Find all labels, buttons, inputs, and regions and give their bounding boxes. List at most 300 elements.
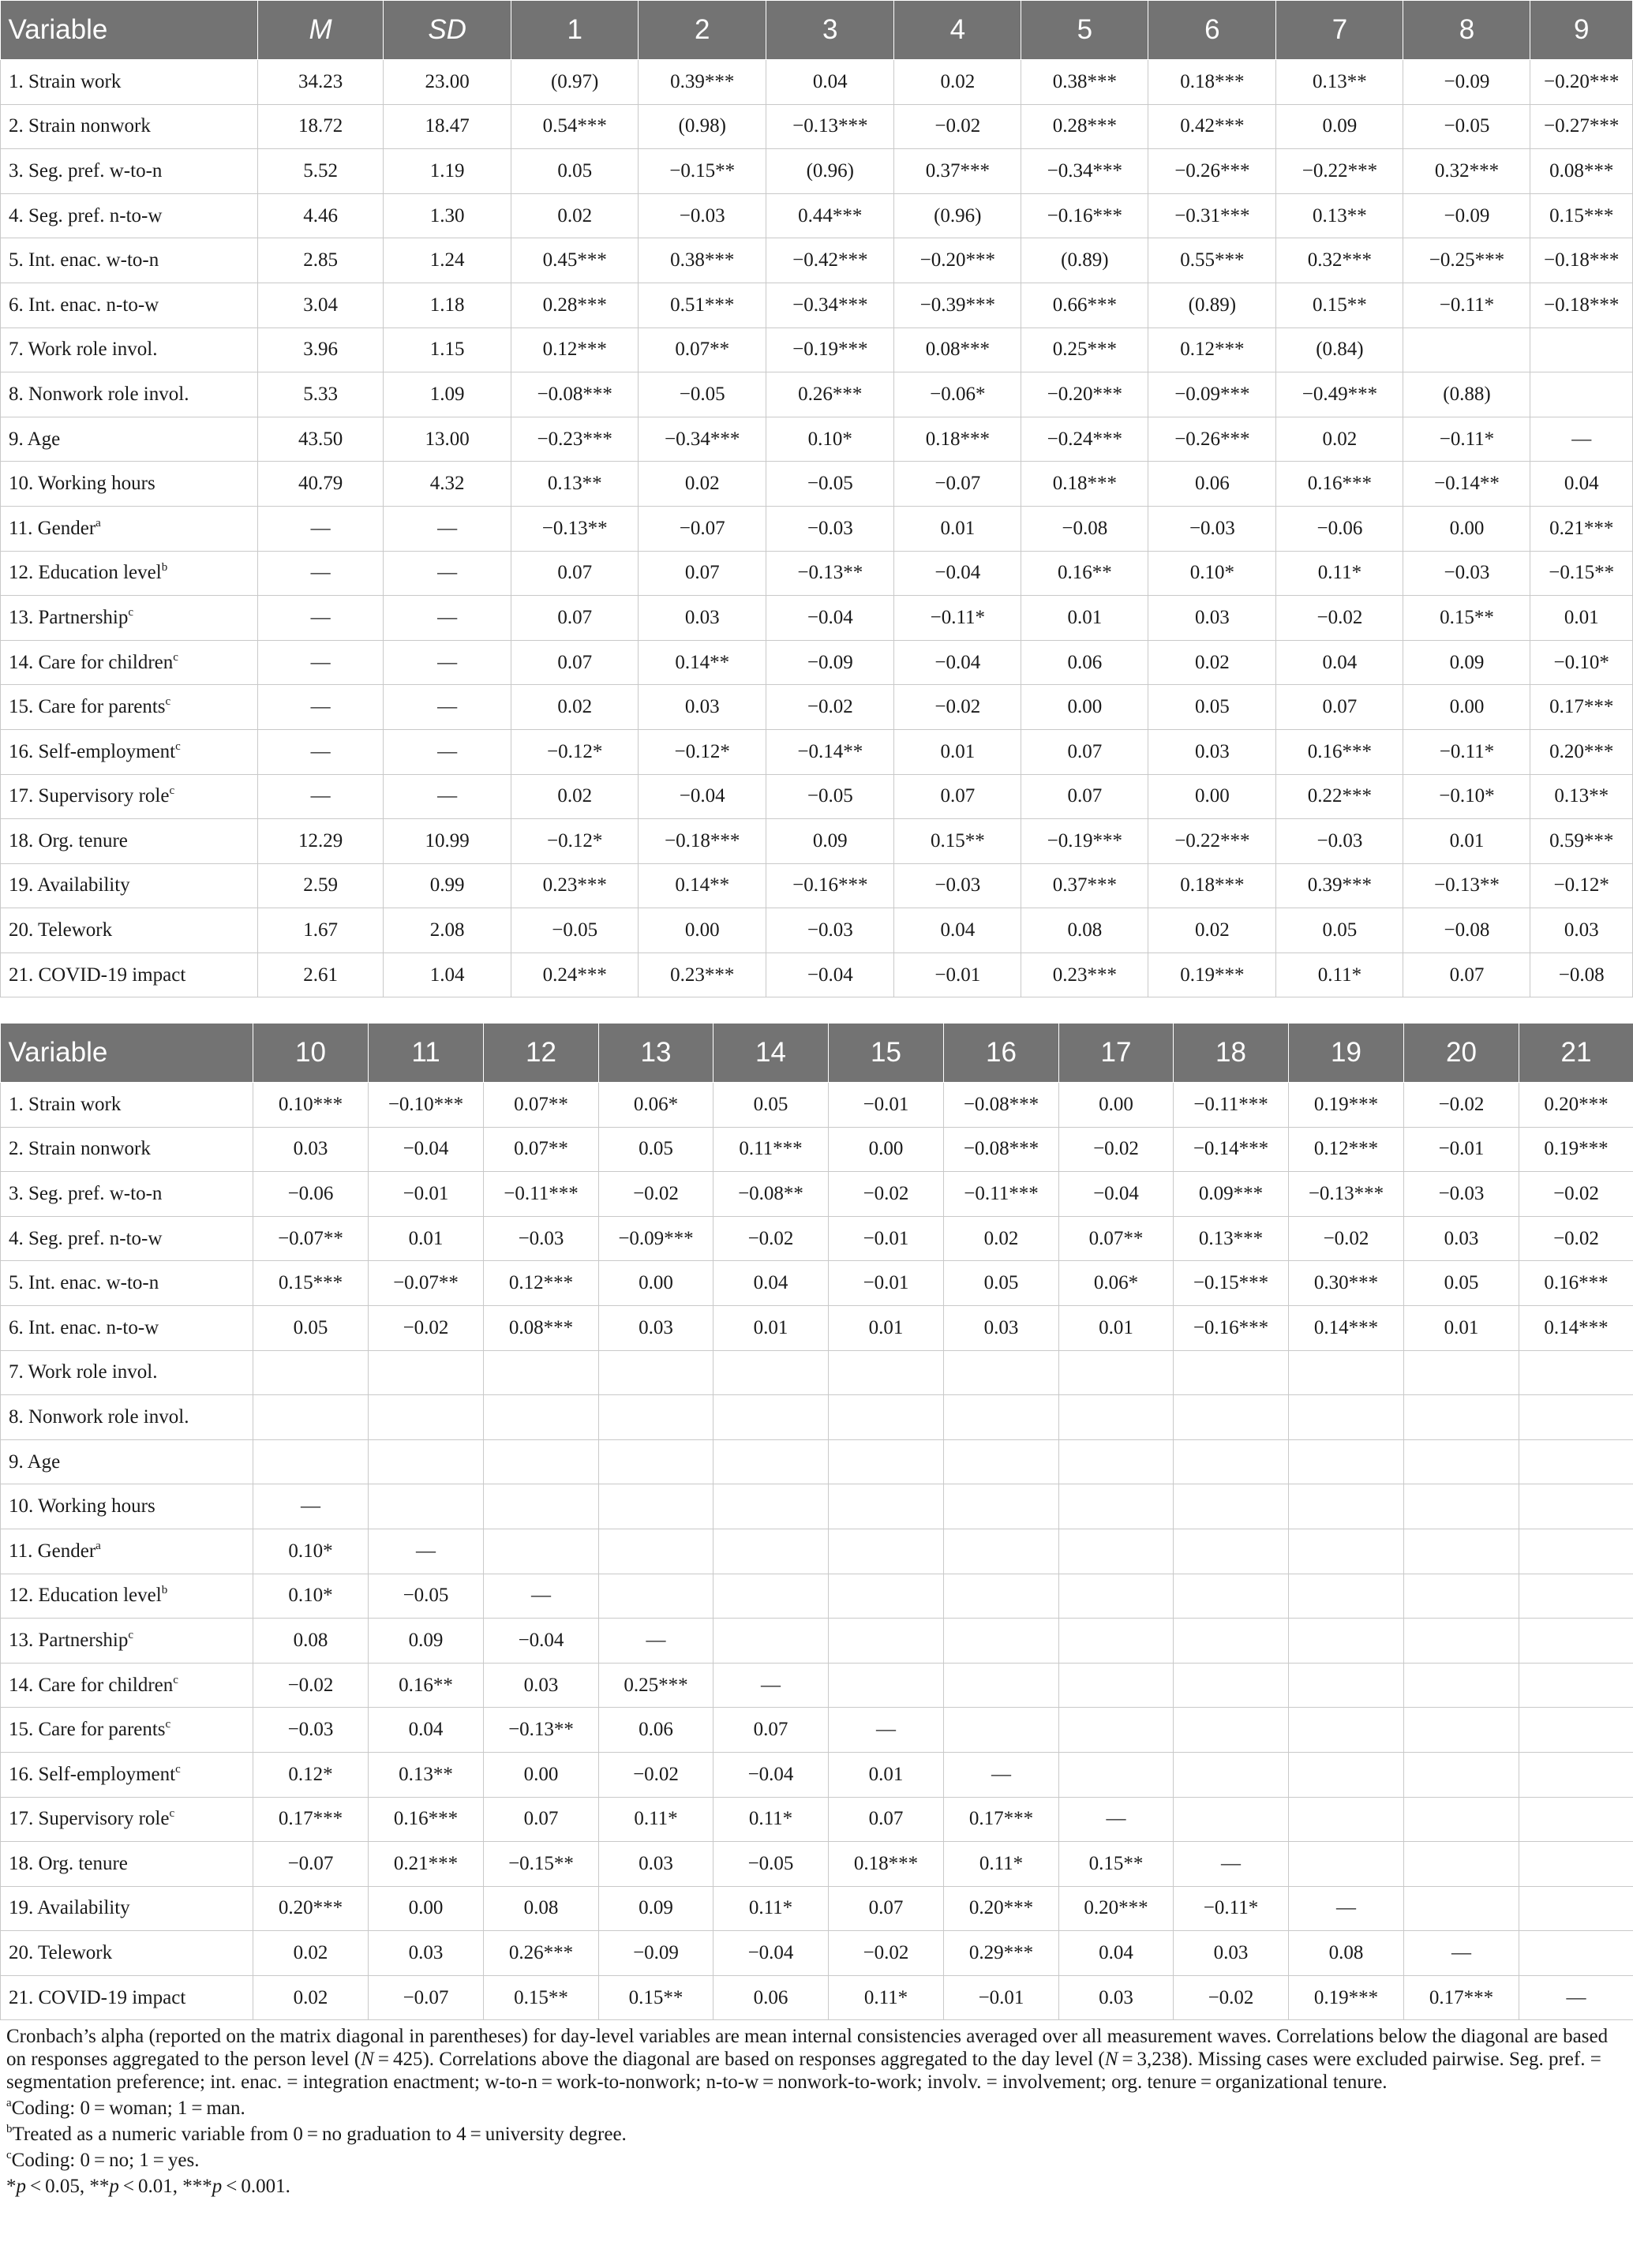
value-cell: 0.00 bbox=[829, 1127, 944, 1172]
value-cell: 0.51*** bbox=[639, 283, 766, 327]
value-cell: 1.15 bbox=[384, 327, 511, 372]
value-cell: −0.39*** bbox=[894, 283, 1021, 327]
variable-cell bbox=[1, 1305, 253, 1350]
value-cell: −0.14** bbox=[766, 729, 894, 774]
value-cell: −0.18*** bbox=[639, 819, 766, 864]
variable-label: 6. Int. enac. n-to-w bbox=[9, 1316, 159, 1338]
value-cell bbox=[829, 1574, 944, 1619]
note-text: = 3,238). Missing cases were excluded pairwise. Seg. pref. = segmentation preference; int. enac. = integration enactment; w-to-n = work-to-nonwork; n-to-w = nonwork-to-work; involv. = involvement; org. tenure = organizational tenure. bbox=[6, 2049, 1601, 2093]
value-cell: −0.13** bbox=[511, 506, 639, 551]
value-cell: 0.03 bbox=[1530, 908, 1633, 953]
value-cell: −0.18*** bbox=[1530, 238, 1633, 283]
table-row bbox=[1, 1350, 1633, 1395]
value-cell: 34.23 bbox=[258, 60, 384, 105]
footnote-marker: b bbox=[161, 1584, 168, 1597]
value-cell: −0.08** bbox=[714, 1172, 829, 1217]
value-cell: −0.13** bbox=[1403, 863, 1530, 908]
value-cell bbox=[369, 1395, 484, 1440]
value-cell: 0.14** bbox=[639, 640, 766, 685]
value-cell: 0.07 bbox=[511, 640, 639, 685]
value-cell: −0.03 bbox=[1276, 819, 1403, 864]
variable-label: 19. Availability bbox=[9, 874, 130, 896]
value-cell bbox=[253, 1439, 369, 1484]
value-cell: 0.05 bbox=[1404, 1261, 1519, 1306]
table-row bbox=[1, 506, 1633, 551]
value-cell: — bbox=[829, 1708, 944, 1753]
value-cell: 0.07 bbox=[894, 774, 1021, 819]
value-cell bbox=[1174, 1574, 1289, 1619]
value-cell bbox=[599, 1484, 714, 1529]
value-cell bbox=[253, 1395, 369, 1440]
value-cell: 0.15** bbox=[894, 819, 1021, 864]
value-cell: −0.04 bbox=[369, 1127, 484, 1172]
value-cell: −0.25*** bbox=[1403, 238, 1530, 283]
variable-label: 13. Partnership bbox=[9, 1629, 129, 1651]
value-cell: 0.11* bbox=[714, 1797, 829, 1842]
value-cell: −0.02 bbox=[829, 1172, 944, 1217]
value-cell: 0.08 bbox=[253, 1619, 369, 1664]
value-cell: 0.00 bbox=[484, 1752, 599, 1797]
value-cell: −0.13*** bbox=[766, 104, 894, 149]
value-cell: 0.19*** bbox=[1289, 1083, 1404, 1128]
column-header: 13 bbox=[599, 1024, 714, 1083]
value-cell: 0.07 bbox=[1021, 774, 1148, 819]
column-header: 11 bbox=[369, 1024, 484, 1083]
variable-label: 12. Education level bbox=[9, 562, 162, 584]
value-cell bbox=[1519, 1619, 1633, 1664]
value-cell bbox=[1174, 1797, 1289, 1842]
column-header: 15 bbox=[829, 1024, 944, 1083]
variable-label: 3. Seg. pref. w-to-n bbox=[9, 1182, 163, 1204]
variable-label: 10. Working hours bbox=[9, 473, 155, 495]
value-cell: 0.66*** bbox=[1021, 283, 1148, 327]
value-cell: 4.46 bbox=[258, 193, 384, 238]
value-cell: −0.09*** bbox=[599, 1216, 714, 1261]
value-cell: — bbox=[1519, 1975, 1633, 2020]
value-cell: 0.10* bbox=[253, 1574, 369, 1619]
value-cell: — bbox=[369, 1529, 484, 1574]
column-header: M bbox=[258, 1, 384, 60]
value-cell: −0.15** bbox=[1530, 551, 1633, 596]
value-cell: 0.02 bbox=[511, 685, 639, 730]
value-cell bbox=[1404, 1886, 1519, 1931]
value-cell: 0.11* bbox=[599, 1797, 714, 1842]
value-cell: 0.00 bbox=[1403, 506, 1530, 551]
value-cell bbox=[1059, 1395, 1174, 1440]
value-cell: −0.05 bbox=[714, 1842, 829, 1887]
value-cell: 0.00 bbox=[1403, 685, 1530, 730]
column-header: 18 bbox=[1174, 1024, 1289, 1083]
value-cell: −0.07 bbox=[253, 1842, 369, 1887]
value-cell: — bbox=[258, 596, 384, 641]
value-cell bbox=[1403, 327, 1530, 372]
value-cell: 0.20*** bbox=[1519, 1083, 1633, 1128]
table-row bbox=[1, 1797, 1633, 1842]
variable-label: 7. Work role invol. bbox=[9, 1361, 158, 1383]
value-cell: 0.05 bbox=[944, 1261, 1059, 1306]
value-cell: 0.19*** bbox=[1519, 1127, 1633, 1172]
variable-cell bbox=[1, 1931, 253, 1976]
value-cell: 0.00 bbox=[1059, 1083, 1174, 1128]
value-cell: 0.13** bbox=[1530, 774, 1633, 819]
value-cell bbox=[1174, 1439, 1289, 1484]
value-cell bbox=[714, 1395, 829, 1440]
value-cell bbox=[1519, 1574, 1633, 1619]
note-n-symbol: N bbox=[1104, 2049, 1118, 2070]
value-cell: 0.39*** bbox=[639, 60, 766, 105]
value-cell: −0.11* bbox=[1174, 1886, 1289, 1931]
value-cell bbox=[599, 1439, 714, 1484]
value-cell bbox=[714, 1619, 829, 1664]
value-cell: 0.12*** bbox=[511, 327, 639, 372]
value-cell: −0.08*** bbox=[944, 1083, 1059, 1128]
value-cell: 0.07 bbox=[511, 596, 639, 641]
value-cell: −0.18*** bbox=[1530, 283, 1633, 327]
value-cell: 13.00 bbox=[384, 417, 511, 462]
value-cell: 0.06 bbox=[714, 1975, 829, 2020]
value-cell: −0.01 bbox=[829, 1261, 944, 1306]
variable-cell bbox=[1, 819, 258, 864]
variable-cell bbox=[1, 1216, 253, 1261]
value-cell: −0.20*** bbox=[1530, 60, 1633, 105]
value-cell: −0.07 bbox=[639, 506, 766, 551]
table-row bbox=[1, 1619, 1633, 1664]
value-cell: −0.01 bbox=[1404, 1127, 1519, 1172]
table-row bbox=[1, 1529, 1633, 1574]
variable-label: 8. Nonwork role invol. bbox=[9, 383, 189, 405]
value-cell bbox=[1404, 1663, 1519, 1708]
value-cell: 0.01 bbox=[369, 1216, 484, 1261]
value-cell: 0.02 bbox=[511, 193, 639, 238]
value-cell: −0.12* bbox=[1530, 863, 1633, 908]
column-header: 17 bbox=[1059, 1024, 1174, 1083]
value-cell bbox=[1059, 1619, 1174, 1664]
table-row bbox=[1, 1931, 1633, 1976]
value-cell bbox=[599, 1350, 714, 1395]
column-header: 12 bbox=[484, 1024, 599, 1083]
note-p-symbol: p bbox=[109, 2176, 119, 2197]
value-cell: 0.02 bbox=[639, 462, 766, 507]
value-cell: −0.01 bbox=[829, 1083, 944, 1128]
value-cell: −0.15*** bbox=[1174, 1261, 1289, 1306]
column-header: 19 bbox=[1289, 1024, 1404, 1083]
value-cell: −0.19*** bbox=[1021, 819, 1148, 864]
value-cell: 0.37*** bbox=[1021, 863, 1148, 908]
table-row bbox=[1, 1172, 1633, 1217]
value-cell bbox=[1289, 1484, 1404, 1529]
column-header: 5 bbox=[1021, 1, 1148, 60]
value-cell bbox=[369, 1439, 484, 1484]
value-cell bbox=[1404, 1350, 1519, 1395]
value-cell: −0.04 bbox=[714, 1752, 829, 1797]
value-cell: 0.12* bbox=[253, 1752, 369, 1797]
value-cell bbox=[1404, 1439, 1519, 1484]
variable-label: 8. Nonwork role invol. bbox=[9, 1405, 189, 1428]
value-cell: −0.04 bbox=[766, 952, 894, 997]
value-cell bbox=[253, 1350, 369, 1395]
value-cell: −0.02 bbox=[829, 1931, 944, 1976]
value-cell: 0.09 bbox=[766, 819, 894, 864]
footnote-marker: c bbox=[128, 1628, 134, 1641]
variable-label: 21. COVID-19 impact bbox=[9, 1986, 186, 2008]
variable-label: 6. Int. enac. n-to-w bbox=[9, 294, 159, 316]
column-header: 4 bbox=[894, 1, 1021, 60]
value-cell: 0.10* bbox=[766, 417, 894, 462]
value-cell: −0.02 bbox=[369, 1305, 484, 1350]
table-top-body bbox=[1, 60, 1633, 997]
value-cell: −0.11* bbox=[894, 596, 1021, 641]
note-text: = 425). Correlations above the diagonal are based on responses aggregated to the day level ( bbox=[373, 2049, 1105, 2070]
value-cell: 0.18*** bbox=[1148, 60, 1276, 105]
column-header: 6 bbox=[1148, 1, 1276, 60]
value-cell bbox=[1404, 1842, 1519, 1887]
value-cell: −0.06 bbox=[253, 1172, 369, 1217]
value-cell: 0.01 bbox=[1404, 1305, 1519, 1350]
footnote-marker: a bbox=[96, 516, 101, 530]
value-cell: 0.04 bbox=[369, 1708, 484, 1753]
value-cell: 0.03 bbox=[1059, 1975, 1174, 2020]
value-cell bbox=[484, 1395, 599, 1440]
value-cell: 0.07** bbox=[1059, 1216, 1174, 1261]
variable-label: 12. Education level bbox=[9, 1585, 162, 1607]
value-cell: −0.05 bbox=[766, 462, 894, 507]
value-cell bbox=[1289, 1439, 1404, 1484]
value-cell: 0.01 bbox=[1021, 596, 1148, 641]
variable-label: 10. Working hours bbox=[9, 1495, 155, 1518]
variable-cell bbox=[1, 417, 258, 462]
value-cell bbox=[829, 1439, 944, 1484]
value-cell bbox=[599, 1574, 714, 1619]
variable-cell bbox=[1, 1127, 253, 1172]
note-text: < 0.05, ** bbox=[26, 2176, 110, 2197]
value-cell: 0.44*** bbox=[766, 193, 894, 238]
value-cell bbox=[714, 1350, 829, 1395]
value-cell: 2.61 bbox=[258, 952, 384, 997]
column-header-variable: Variable bbox=[1, 1024, 253, 1083]
table-row bbox=[1, 908, 1633, 953]
value-cell: 0.09*** bbox=[1174, 1172, 1289, 1217]
value-cell: 0.26*** bbox=[484, 1931, 599, 1976]
column-header: 3 bbox=[766, 1, 894, 60]
value-cell: 0.13** bbox=[511, 462, 639, 507]
value-cell: 0.07 bbox=[714, 1708, 829, 1753]
value-cell: 0.10* bbox=[1148, 551, 1276, 596]
column-header: 1 bbox=[511, 1, 639, 60]
value-cell: −0.05 bbox=[1403, 104, 1530, 149]
value-cell: (0.96) bbox=[766, 149, 894, 194]
value-cell: 0.04 bbox=[766, 60, 894, 105]
table-row bbox=[1, 193, 1633, 238]
variable-cell bbox=[1, 1663, 253, 1708]
value-cell: 0.01 bbox=[714, 1305, 829, 1350]
value-cell: 0.02 bbox=[894, 60, 1021, 105]
value-cell: 0.07** bbox=[484, 1127, 599, 1172]
value-cell: 0.14*** bbox=[1289, 1305, 1404, 1350]
value-cell: −0.05 bbox=[369, 1574, 484, 1619]
value-cell: −0.03 bbox=[1403, 551, 1530, 596]
value-cell: 0.17*** bbox=[1530, 685, 1633, 730]
value-cell: −0.02 bbox=[1519, 1172, 1633, 1217]
variable-cell bbox=[1, 149, 258, 194]
table-row bbox=[1, 417, 1633, 462]
value-cell: −0.02 bbox=[894, 104, 1021, 149]
table-row bbox=[1, 729, 1633, 774]
value-cell bbox=[1519, 1663, 1633, 1708]
value-cell: 0.07 bbox=[511, 551, 639, 596]
value-cell: −0.02 bbox=[714, 1216, 829, 1261]
value-cell bbox=[369, 1350, 484, 1395]
table-row bbox=[1, 774, 1633, 819]
column-header-variable: Variable bbox=[1, 1, 258, 60]
value-cell: −0.06 bbox=[1276, 506, 1403, 551]
value-cell: 0.32*** bbox=[1403, 149, 1530, 194]
value-cell: −0.08 bbox=[1530, 952, 1633, 997]
table-row bbox=[1, 685, 1633, 730]
value-cell: 0.38*** bbox=[1021, 60, 1148, 105]
column-header: 20 bbox=[1404, 1024, 1519, 1083]
footnote-marker: c bbox=[128, 605, 134, 619]
value-cell: −0.09 bbox=[599, 1931, 714, 1976]
variable-cell bbox=[1, 596, 258, 641]
table-row bbox=[1, 596, 1633, 641]
value-cell bbox=[1059, 1350, 1174, 1395]
variable-cell bbox=[1, 685, 258, 730]
value-cell: 0.02 bbox=[253, 1931, 369, 1976]
variable-cell bbox=[1, 1842, 253, 1887]
footnote-marker: c bbox=[175, 739, 181, 753]
value-cell bbox=[1289, 1529, 1404, 1574]
value-cell: 0.05 bbox=[1148, 685, 1276, 730]
value-cell: −0.26*** bbox=[1148, 417, 1276, 462]
table-row bbox=[1, 372, 1633, 417]
value-cell: −0.04 bbox=[1059, 1172, 1174, 1217]
value-cell bbox=[599, 1529, 714, 1574]
variable-label: 14. Care for children bbox=[9, 651, 174, 673]
value-cell: 0.39*** bbox=[1276, 863, 1403, 908]
value-cell: 0.03 bbox=[1148, 729, 1276, 774]
value-cell: −0.01 bbox=[829, 1216, 944, 1261]
value-cell: 0.03 bbox=[1404, 1216, 1519, 1261]
table-row bbox=[1, 149, 1633, 194]
value-cell: 23.00 bbox=[384, 60, 511, 105]
value-cell bbox=[1174, 1484, 1289, 1529]
value-cell: 0.54*** bbox=[511, 104, 639, 149]
value-cell: 5.33 bbox=[258, 372, 384, 417]
value-cell bbox=[1519, 1797, 1633, 1842]
value-cell bbox=[484, 1484, 599, 1529]
value-cell: 0.16** bbox=[1021, 551, 1148, 596]
value-cell: 0.18*** bbox=[894, 417, 1021, 462]
value-cell: 1.04 bbox=[384, 952, 511, 997]
value-cell bbox=[1059, 1663, 1174, 1708]
value-cell: 0.07** bbox=[484, 1083, 599, 1128]
table-row bbox=[1, 1574, 1633, 1619]
value-cell bbox=[829, 1350, 944, 1395]
value-cell: 0.21*** bbox=[369, 1842, 484, 1887]
value-cell: — bbox=[258, 729, 384, 774]
value-cell: −0.15** bbox=[484, 1842, 599, 1887]
variable-cell bbox=[1, 1172, 253, 1217]
variable-cell bbox=[1, 1439, 253, 1484]
variable-label: 15. Care for parents bbox=[9, 696, 166, 718]
table-notes bbox=[6, 2025, 1624, 2198]
value-cell: 0.21*** bbox=[1530, 506, 1633, 551]
value-cell: 0.06* bbox=[1059, 1261, 1174, 1306]
table-row bbox=[1, 640, 1633, 685]
value-cell: −0.03 bbox=[1404, 1172, 1519, 1217]
value-cell: 0.16*** bbox=[1519, 1261, 1633, 1306]
variable-label: 18. Org. tenure bbox=[9, 829, 128, 851]
table-row bbox=[1, 1439, 1633, 1484]
value-cell bbox=[714, 1439, 829, 1484]
value-cell: 0.25*** bbox=[1021, 327, 1148, 372]
value-cell: −0.04 bbox=[766, 596, 894, 641]
value-cell: −0.11* bbox=[1403, 283, 1530, 327]
value-cell: −0.31*** bbox=[1148, 193, 1276, 238]
value-cell: — bbox=[258, 551, 384, 596]
value-cell: −0.03 bbox=[484, 1216, 599, 1261]
value-cell: 0.08 bbox=[1289, 1931, 1404, 1976]
value-cell bbox=[1059, 1484, 1174, 1529]
value-cell: −0.10* bbox=[1403, 774, 1530, 819]
value-cell: — bbox=[258, 685, 384, 730]
value-cell: 0.16*** bbox=[1276, 462, 1403, 507]
value-cell: 0.03 bbox=[369, 1931, 484, 1976]
variable-cell bbox=[1, 1886, 253, 1931]
column-header: 21 bbox=[1519, 1024, 1633, 1083]
variable-cell bbox=[1, 104, 258, 149]
value-cell bbox=[484, 1439, 599, 1484]
value-cell: −0.16*** bbox=[1021, 193, 1148, 238]
value-cell bbox=[1289, 1350, 1404, 1395]
value-cell: 2.85 bbox=[258, 238, 384, 283]
value-cell: −0.02 bbox=[599, 1172, 714, 1217]
value-cell: 0.13** bbox=[1276, 60, 1403, 105]
value-cell: 0.03 bbox=[639, 685, 766, 730]
footnote-marker: c bbox=[173, 1673, 178, 1686]
value-cell: −0.11*** bbox=[484, 1172, 599, 1217]
variable-cell bbox=[1, 729, 258, 774]
value-cell: — bbox=[1289, 1886, 1404, 1931]
value-cell: −0.02 bbox=[1059, 1127, 1174, 1172]
value-cell: −0.03 bbox=[1148, 506, 1276, 551]
value-cell: 0.12*** bbox=[1289, 1127, 1404, 1172]
value-cell: −0.02 bbox=[1276, 596, 1403, 641]
value-cell: −0.02 bbox=[1174, 1975, 1289, 2020]
value-cell: 0.07 bbox=[639, 551, 766, 596]
significance-note bbox=[6, 2175, 1624, 2198]
value-cell: 0.15*** bbox=[1530, 193, 1633, 238]
table-row bbox=[1, 1083, 1633, 1128]
value-cell: −0.20*** bbox=[1021, 372, 1148, 417]
value-cell: 0.01 bbox=[894, 506, 1021, 551]
value-cell: −0.07 bbox=[894, 462, 1021, 507]
value-cell bbox=[1059, 1574, 1174, 1619]
value-cell bbox=[944, 1395, 1059, 1440]
variable-label: 11. Gender bbox=[9, 517, 96, 539]
value-cell: 0.08 bbox=[1021, 908, 1148, 953]
variable-cell bbox=[1, 1395, 253, 1440]
value-cell bbox=[944, 1439, 1059, 1484]
value-cell: −0.34*** bbox=[1021, 149, 1148, 194]
value-cell: 0.08*** bbox=[894, 327, 1021, 372]
value-cell: −0.34*** bbox=[639, 417, 766, 462]
value-cell: — bbox=[384, 640, 511, 685]
value-cell: 0.14*** bbox=[1519, 1305, 1633, 1350]
value-cell: −0.06* bbox=[894, 372, 1021, 417]
value-cell: 0.06 bbox=[1148, 462, 1276, 507]
table-row bbox=[1, 952, 1633, 997]
